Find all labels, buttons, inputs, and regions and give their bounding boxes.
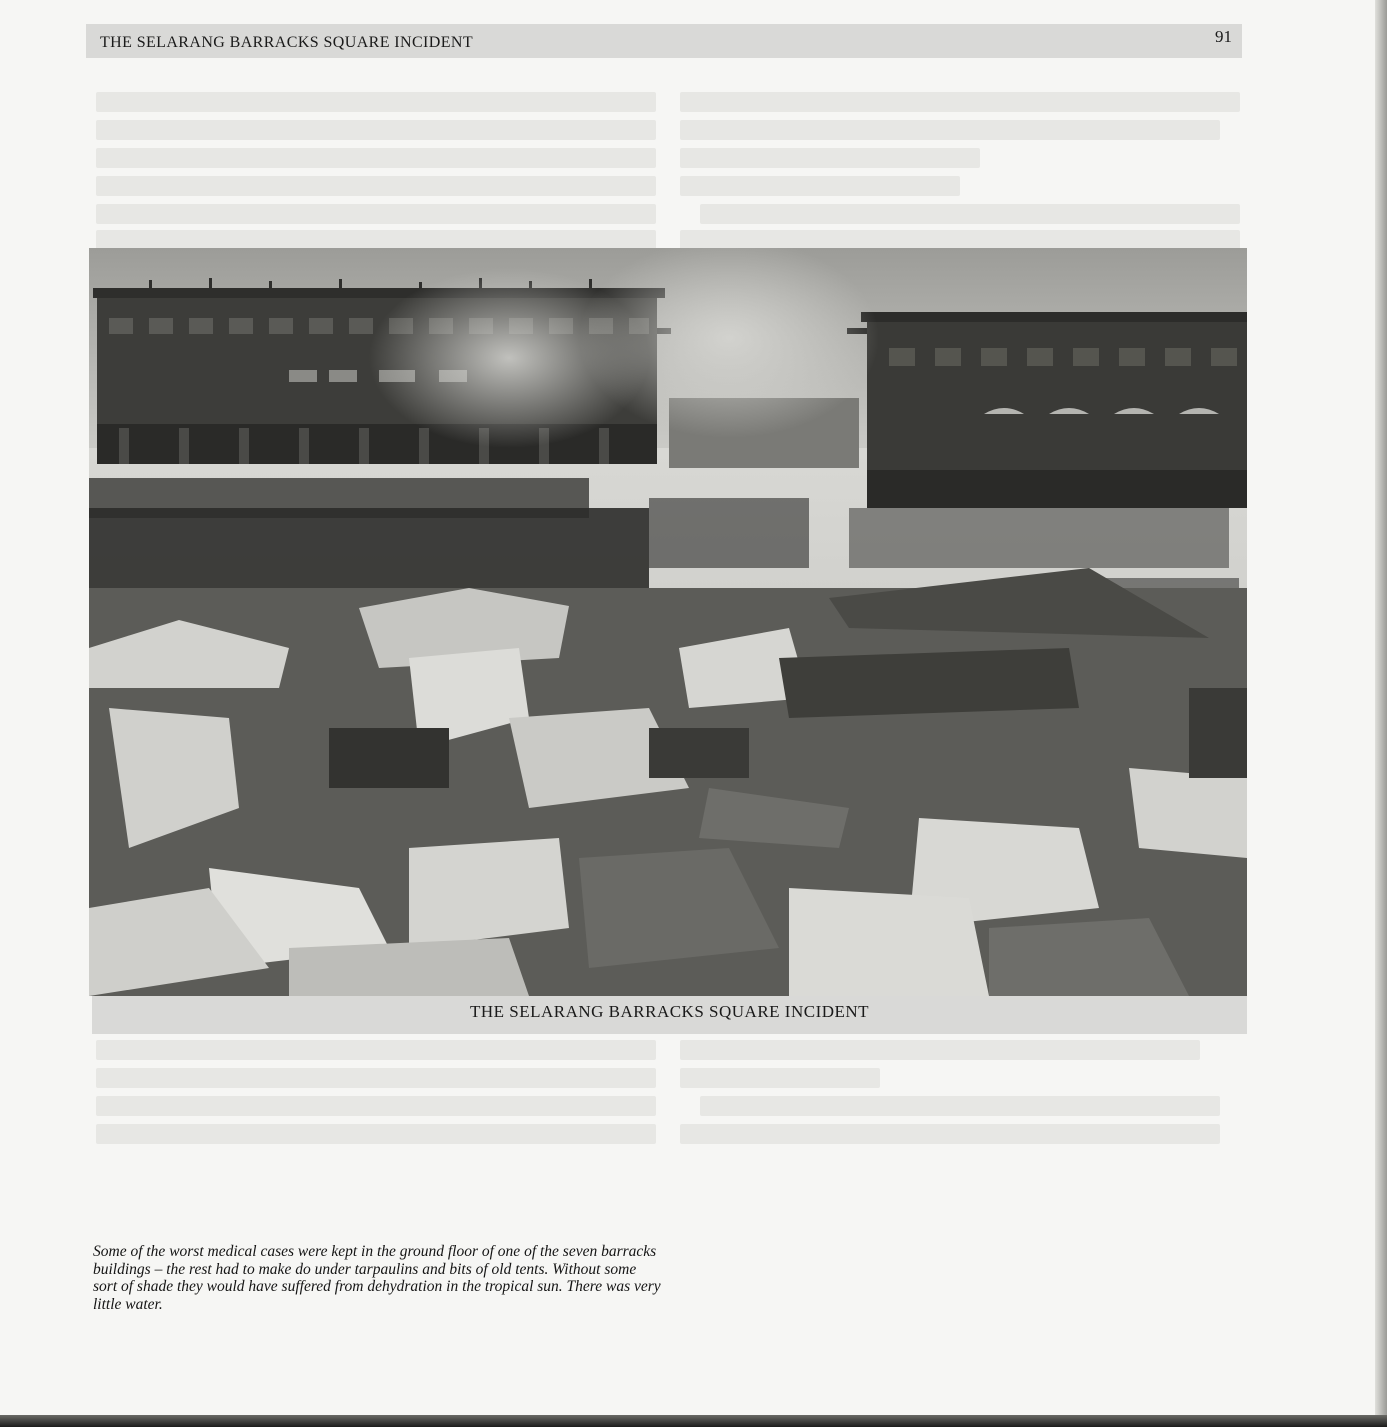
tarpaulin-shelters bbox=[89, 568, 1247, 996]
page-edge-shadow-right bbox=[1375, 0, 1387, 1427]
right-barracks-building bbox=[847, 312, 1247, 508]
barracks-square-photograph bbox=[89, 248, 1247, 996]
photo-caption-text: Some of the worst medical cases were kept in the ground floor of one of the seven barracks buildings – the rest had to make do under tarpaulins and bits of old tents. Without some sort of shade they would have suffered from dehydration in the tropical sun. There was very little water. bbox=[93, 1243, 661, 1313]
photo-caption-title: THE SELARANG BARRACKS SQUARE INCIDENT bbox=[469, 1002, 870, 1021]
running-head bbox=[86, 24, 1242, 58]
page-number: 91 bbox=[1215, 27, 1232, 46]
page-edge-shadow-bottom bbox=[0, 1415, 1387, 1427]
photo-caption-bar bbox=[92, 996, 1247, 1034]
running-head-title: THE SELARANG BARRACKS SQUARE INCIDENT bbox=[100, 34, 474, 51]
